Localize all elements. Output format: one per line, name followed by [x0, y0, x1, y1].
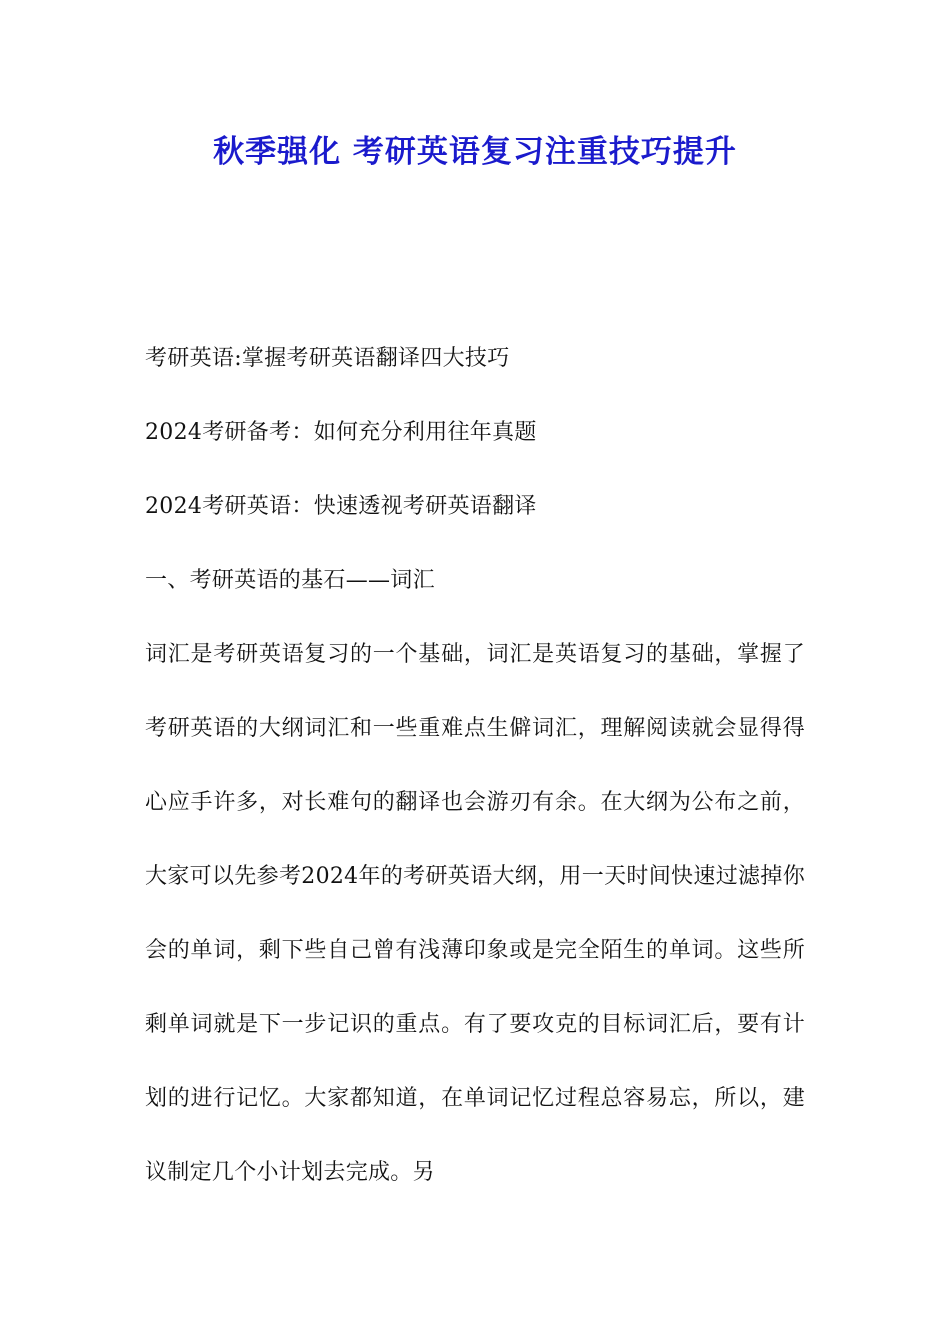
- document-body: [145, 337, 817, 1210]
- related-article-link-1[interactable]: 考研英语:掌握考研英语翻译四大技巧: [145, 346, 510, 371]
- related-article-link-3[interactable]: 2024考研英语：快速透视考研英语翻译: [145, 494, 537, 519]
- document-title: 秋季强化 考研英语复习注重技巧提升: [213, 134, 737, 170]
- related-article-link-2[interactable]: 2024考研备考：如何充分利用往年真题: [145, 420, 537, 445]
- section-heading: 一、考研英语的基石——词汇: [145, 568, 435, 593]
- body-paragraph: 词汇是考研英语复习的一个基础，词汇是英语复习的基础，掌握了考研英语的大纲词汇和一些重难点生僻词汇，理解阅读就会显得得心应手许多，对长难句的翻译也会游刃有余。在大纲为公布之前，大家可以先参考2024年的考研英语大纲，用一天时间快速过滤掉你会的单词，剩下些自己曾有浅薄印象或是完全陌生的单词。这些所剩单词就是下一步记识的重点。有了要攻克的目标词汇后，要有计划的进行记忆。大家都知道，在单词记忆过程总容易忘，所以，建议制定几个小计划去完成。另: [145, 642, 805, 1185]
